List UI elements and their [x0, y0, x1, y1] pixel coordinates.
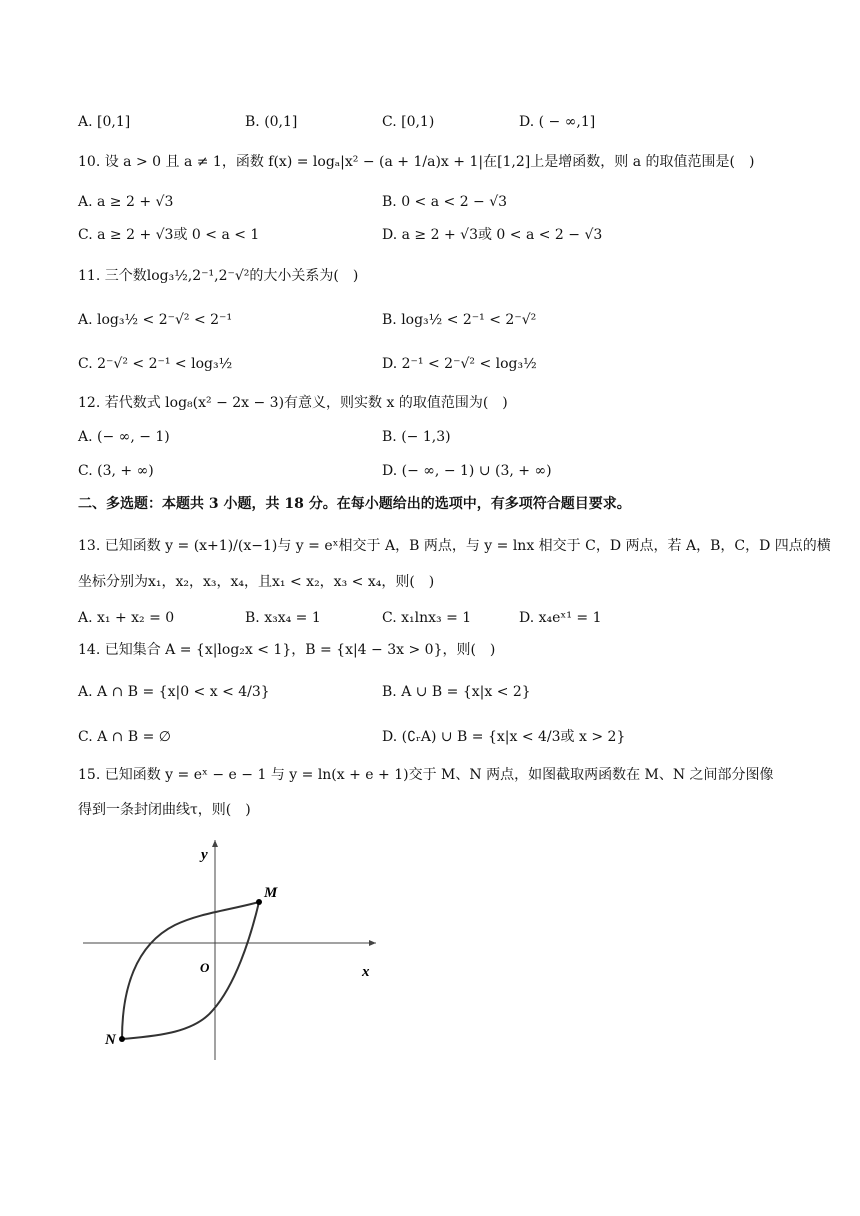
q13-stem-line1: 13. 已知函数 y = (x+1)/(x−1)与 y = eˣ相交于 A，B 两点，与 y = lnx 相交于 C，D 两点，若 A，B，C，D 四点的横 [78, 538, 831, 554]
exp-curve [122, 902, 259, 1039]
q9-option-c: C. [0,1) [382, 114, 435, 130]
x-axis-arrow [369, 940, 376, 946]
point-m [256, 899, 262, 905]
q10-option-b: B. 0 < a < 2 − √3 [382, 194, 508, 210]
q14-stem: 14. 已知集合 A = {x|log₂x < 1}，B = {x|4 − 3x > 0}，则( ) [78, 642, 496, 658]
q10-stem: 10. 设 a > 0 且 a ≠ 1，函数 f(x) = logₐ|x² − (a + 1/a)x + 1|在[1,2]上是增函数，则 a 的取值范围是( ) [78, 154, 755, 170]
q11-option-c: C. 2⁻√² < 2⁻¹ < log₃½ [78, 356, 233, 372]
y-axis-arrow [212, 840, 218, 847]
q9-option-d: D. ( − ∞,1] [519, 114, 596, 130]
q11-stem: 11. 三个数log₃½,2⁻¹,2⁻√²的大小关系为( ) [78, 268, 359, 284]
q13-option-b: B. x₃x₄ = 1 [245, 610, 321, 626]
q11-option-a: A. log₃½ < 2⁻√² < 2⁻¹ [78, 312, 233, 328]
q11-option-b: B. log₃½ < 2⁻¹ < 2⁻√² [382, 312, 537, 328]
q15-stem-line1: 15. 已知函数 y = eˣ − e − 1 与 y = ln(x + e + 1)交于 M、N 两点，如图截取两函数在 M、N 之间部分图像 [78, 767, 774, 783]
q10-option-c: C. a ≥ 2 + √3或 0 < a < 1 [78, 227, 260, 243]
log-curve [122, 902, 259, 1039]
q12-option-b: B. (− 1,3) [382, 429, 451, 445]
q13-stem-line2: 坐标分别为x₁，x₂，x₃，x₄，且x₁ < x₂，x₃ < x₄，则( ) [78, 574, 435, 590]
point-n [119, 1036, 125, 1042]
q14-option-a: A. A ∩ B = {x|0 < x < 4/3} [78, 684, 270, 700]
q10-option-a: A. a ≥ 2 + √3 [78, 194, 174, 210]
q14-option-b: B. A ∪ B = {x|x < 2} [382, 684, 531, 700]
origin-label: O [200, 960, 210, 975]
q13-option-a: A. x₁ + x₂ = 0 [78, 610, 175, 626]
q14-option-d: D. (∁ᵣA) ∪ B = {x|x < 4/3或 x > 2} [382, 729, 626, 745]
q12-stem: 12. 若代数式 log₈(x² − 2x − 3)有意义，则实数 x 的取值范围为( ) [78, 395, 508, 411]
y-axis-label: y [201, 847, 208, 863]
q11-option-d: D. 2⁻¹ < 2⁻√² < log₃½ [382, 356, 537, 372]
q13-option-d: D. x₄eˣ¹ = 1 [519, 610, 602, 626]
x-axis-label: x [362, 964, 370, 980]
q12-option-d: D. (− ∞, − 1) ∪ (3, + ∞) [382, 463, 552, 479]
q12-option-c: C. (3, + ∞) [78, 463, 154, 479]
q9-option-a: A. [0,1] [78, 114, 131, 130]
q15-stem-line2: 得到一条封闭曲线τ，则( ) [78, 802, 251, 818]
label-n: N [105, 1032, 116, 1048]
q10-option-d: D. a ≥ 2 + √3或 0 < a < 2 − √3 [382, 227, 603, 243]
q13-option-c: C. x₁lnx₃ = 1 [382, 610, 472, 626]
q14-option-c: C. A ∩ B = ∅ [78, 729, 171, 745]
section-2-heading: 二、多选题：本题共 3 小题，共 18 分。在每小题给出的选项中，有多项符合题目要求。 [78, 496, 631, 512]
q12-option-a: A. (− ∞, − 1) [78, 429, 170, 445]
q9-option-b: B. (0,1] [245, 114, 298, 130]
label-m: M [264, 885, 278, 901]
